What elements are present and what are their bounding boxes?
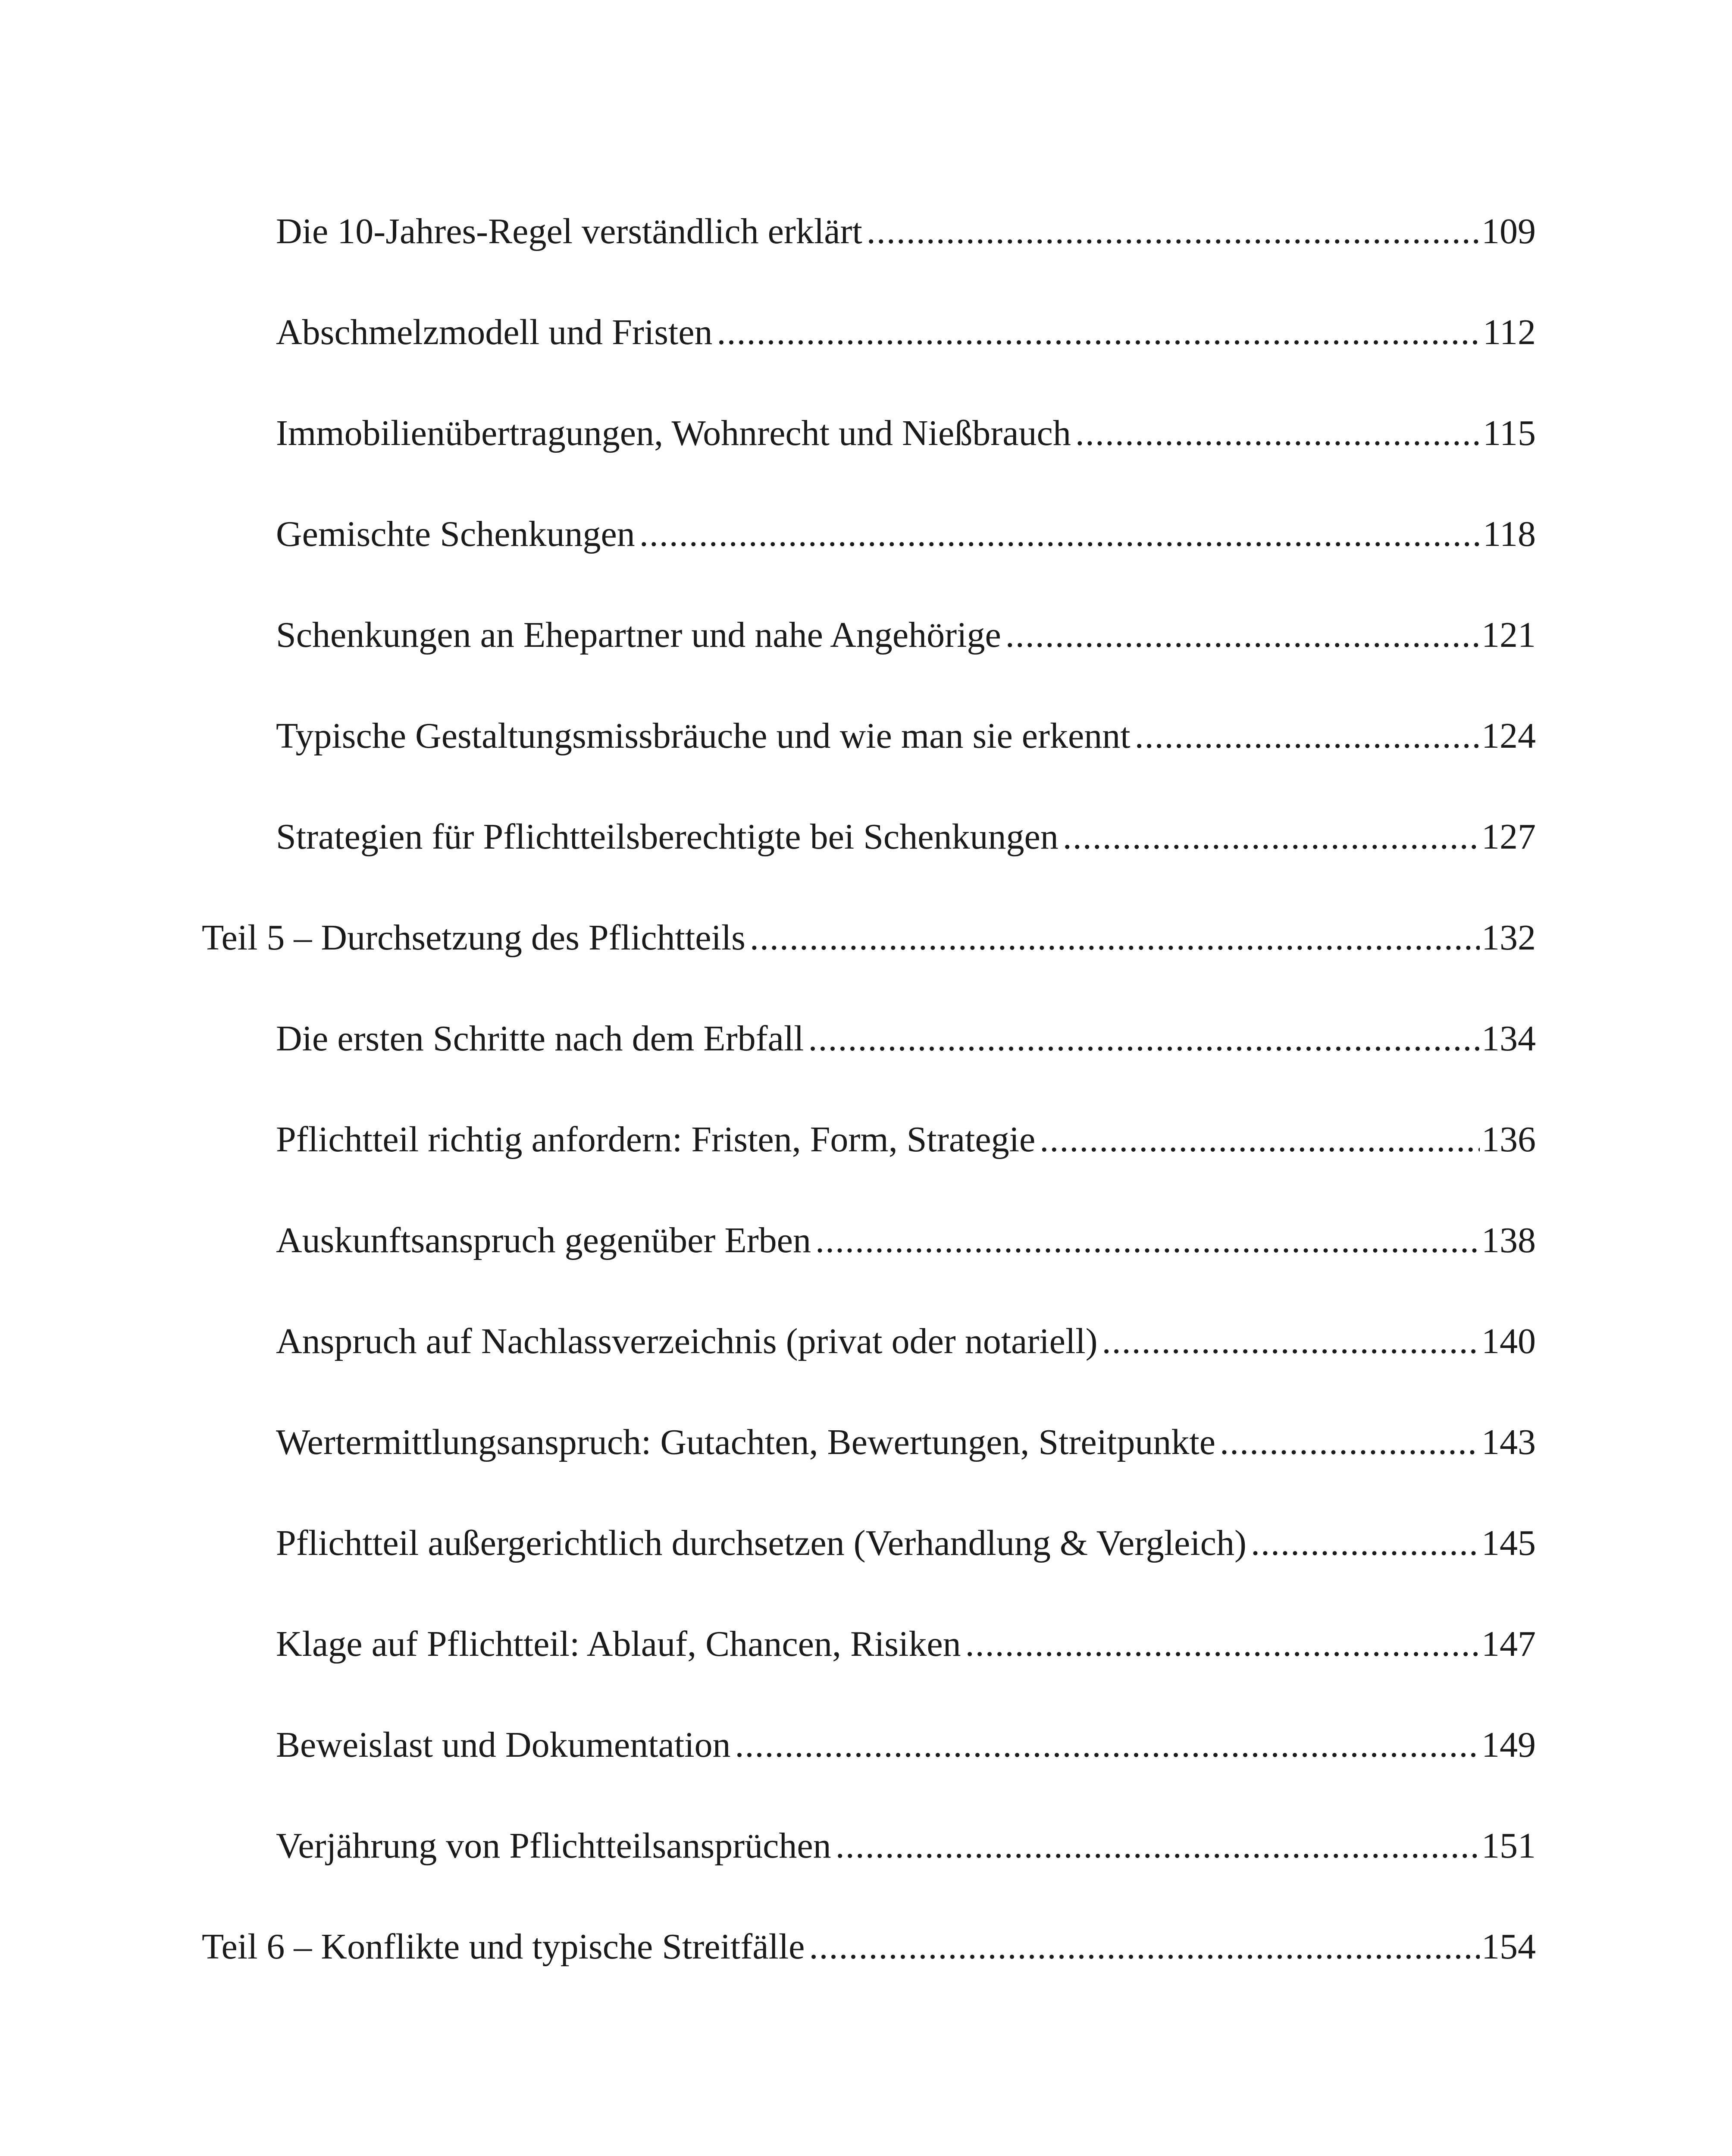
toc-page-number: 124 bbox=[1481, 716, 1536, 756]
toc-dot-leader bbox=[1040, 1109, 1480, 1170]
toc-entry-title: Teil 5 – Durchsetzung des Pflichtteils bbox=[202, 918, 745, 958]
toc-page-number: 134 bbox=[1481, 1018, 1536, 1059]
toc-entry bbox=[276, 706, 1536, 766]
toc-part-heading bbox=[202, 908, 1536, 968]
toc-entry-title: Strategien für Pflichtteilsberechtigte bei Schenkungen bbox=[276, 817, 1059, 857]
toc-dot-leader bbox=[639, 504, 1481, 564]
toc-entry-title: Immobilienübertragungen, Wohnrecht und Nießbrauch bbox=[276, 413, 1071, 453]
toc-entry-title: Die 10-Jahres-Regel verständlich erklärt bbox=[276, 211, 862, 251]
toc-dot-leader bbox=[1102, 1311, 1480, 1372]
toc-entry-title: Pflichtteil außergerichtlich durchsetzen (Verhandlung & Vergleich) bbox=[276, 1523, 1247, 1563]
toc-page-number: 147 bbox=[1481, 1624, 1536, 1664]
toc-entry bbox=[276, 1816, 1536, 1876]
toc-dot-leader bbox=[1075, 403, 1481, 464]
toc-entry bbox=[276, 1009, 1536, 1069]
toc-entry bbox=[276, 302, 1536, 363]
toc-entry-title: Verjährung von Pflichtteilsansprüchen bbox=[276, 1826, 831, 1866]
toc-page-number: 118 bbox=[1483, 514, 1536, 554]
toc-page-number: 121 bbox=[1481, 615, 1536, 655]
toc-dot-leader bbox=[815, 1210, 1480, 1271]
toc-entry bbox=[276, 807, 1536, 867]
toc-page-number: 112 bbox=[1483, 312, 1536, 352]
toc-dot-leader bbox=[836, 1816, 1480, 1876]
toc-entry bbox=[276, 1412, 1536, 1473]
toc-entry-title: Schenkungen an Ehepartner und nahe Angehörige bbox=[276, 615, 1001, 655]
toc-entry bbox=[276, 1210, 1536, 1271]
toc-dot-leader bbox=[808, 1009, 1480, 1069]
toc-part-heading bbox=[202, 1917, 1536, 1977]
toc-page-number: 115 bbox=[1483, 413, 1536, 453]
toc-page-number: 132 bbox=[1481, 918, 1536, 958]
toc-page-number: 149 bbox=[1481, 1725, 1536, 1765]
toc-entry bbox=[276, 1311, 1536, 1372]
toc-entry bbox=[276, 1614, 1536, 1674]
toc-entry bbox=[276, 504, 1536, 564]
toc-dot-leader bbox=[867, 201, 1480, 262]
toc-dot-leader bbox=[1251, 1513, 1480, 1573]
toc-entry bbox=[276, 1513, 1536, 1573]
toc-entry bbox=[276, 403, 1536, 464]
toc-dot-leader bbox=[1063, 807, 1480, 867]
toc-dot-leader bbox=[1135, 706, 1480, 766]
toc-entry-title: Anspruch auf Nachlassverzeichnis (privat oder notariell) bbox=[276, 1321, 1098, 1361]
toc-entry-title: Auskunftsanspruch gegenüber Erben bbox=[276, 1220, 811, 1260]
toc-page-number: 154 bbox=[1481, 1927, 1536, 1967]
toc-page-number: 138 bbox=[1481, 1220, 1536, 1260]
toc-page-number: 127 bbox=[1481, 817, 1536, 857]
toc-page-number: 140 bbox=[1481, 1321, 1536, 1361]
toc-dot-leader bbox=[965, 1614, 1480, 1674]
toc-page-number: 136 bbox=[1481, 1119, 1536, 1159]
toc-dot-leader bbox=[735, 1715, 1480, 1775]
toc-page-number: 109 bbox=[1481, 211, 1536, 251]
toc-entry-title: Klage auf Pflichtteil: Ablauf, Chancen, Risiken bbox=[276, 1624, 961, 1664]
toc-entry-title: Teil 6 – Konflikte und typische Streitfälle bbox=[202, 1927, 805, 1967]
toc-dot-leader bbox=[750, 908, 1480, 968]
toc-page-number: 151 bbox=[1481, 1826, 1536, 1866]
toc-page-number: 143 bbox=[1481, 1422, 1536, 1462]
toc-dot-leader bbox=[809, 1917, 1480, 1977]
toc-entry bbox=[276, 201, 1536, 262]
toc-entry bbox=[276, 1109, 1536, 1170]
toc-entry bbox=[276, 605, 1536, 665]
toc-entry-title: Abschmelzmodell und Fristen bbox=[276, 312, 713, 352]
toc-entry-title: Pflichtteil richtig anfordern: Fristen, Form, Strategie bbox=[276, 1119, 1036, 1159]
toc-entry-title: Die ersten Schritte nach dem Erbfall bbox=[276, 1018, 804, 1059]
toc-entry bbox=[276, 1715, 1536, 1775]
toc-page-number: 145 bbox=[1481, 1523, 1536, 1563]
toc-entry-title: Beweislast und Dokumentation bbox=[276, 1725, 731, 1765]
toc-entry-title: Typische Gestaltungsmissbräuche und wie man sie erkennt bbox=[276, 716, 1131, 756]
toc-dot-leader bbox=[1005, 605, 1480, 665]
toc-dot-leader bbox=[717, 302, 1481, 363]
toc-dot-leader bbox=[1220, 1412, 1480, 1473]
toc-entry-title: Wertermittlungsanspruch: Gutachten, Bewertungen, Streitpunkte bbox=[276, 1422, 1215, 1462]
toc-entry-title: Gemischte Schenkungen bbox=[276, 514, 635, 554]
